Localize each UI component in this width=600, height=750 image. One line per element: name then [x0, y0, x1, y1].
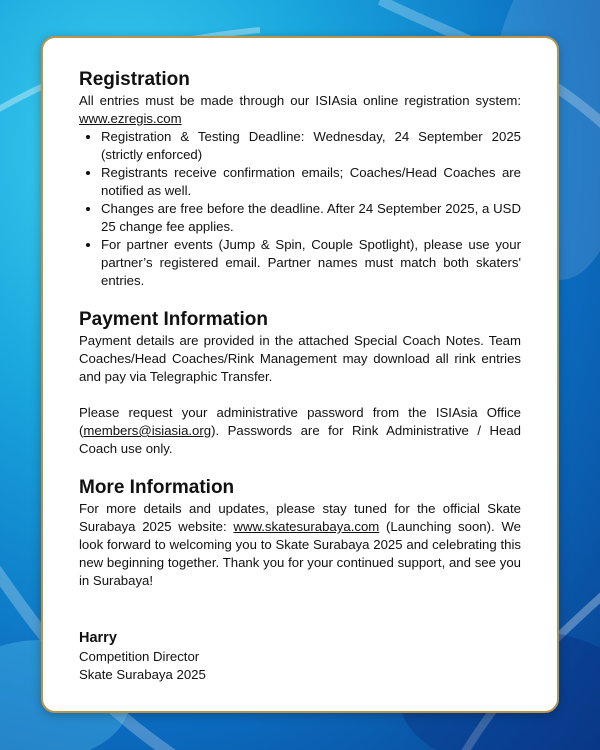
more-info-before: For more details and updates, please stay tuned for the official Skate Surabaya 2025 website:	[79, 501, 521, 534]
registration-bullet-partner: • For partner events (Jump & Spin, Couple Spotlight), please use your partner’s registered email. Partner names must match both skaters' entries.	[101, 236, 521, 290]
registration-heading: Registration	[79, 69, 190, 90]
payment-para2-after: ). Passwords are for Rink Administrative / Head Coach use only.	[79, 423, 521, 456]
content-card	[41, 36, 559, 713]
registration-bullet-deadline: • Registration & Testing Deadline: Wednesday, 24 September 2025 (strictly enforced)	[101, 128, 521, 164]
payment-paragraph-1: Payment details are provided in the attached Special Coach Notes. Team Coaches/Head Coaches/Rink Management may download all rink entries and pay via Telegraphic Transfer.	[79, 333, 521, 384]
registration-bullet-confirmation: • Registrants receive confirmation emails; Coaches/Head Coaches are notified as well.	[101, 164, 521, 200]
signature-name: Harry	[79, 630, 117, 646]
more-info-after: (Launching soon). We look forward to welcoming you to Skate Surabaya 2025 and celebrating this new beginning together. Thank you for your continued support, and see you in Surabaya!	[79, 519, 521, 588]
more-info-paragraph	[79, 500, 521, 590]
skatesurabaya-link[interactable]: www.skatesurabaya.com	[233, 519, 380, 534]
registration-intro-text: All entries must be made through our ISIAsia online registration system:	[79, 93, 521, 108]
registration-bullet-changes: • Changes are free before the deadline. After 24 September 2025, a USD 25 change fee applies.	[101, 200, 521, 236]
more-info-heading: More Information	[79, 477, 235, 498]
registration-list	[79, 128, 521, 290]
signature-role: Competition Director	[79, 649, 200, 664]
registration-intro	[79, 92, 521, 128]
payment-paragraph-2	[79, 404, 521, 458]
signature-event: Skate Surabaya 2025	[79, 667, 206, 682]
payment-heading: Payment Information	[79, 309, 268, 330]
ezregis-link[interactable]: www.ezregis.com	[79, 111, 182, 126]
members-email-link[interactable]: members@isiasia.org	[83, 423, 212, 438]
payment-para2-before: Please request your administrative password from the ISIAsia Office (	[79, 405, 521, 438]
